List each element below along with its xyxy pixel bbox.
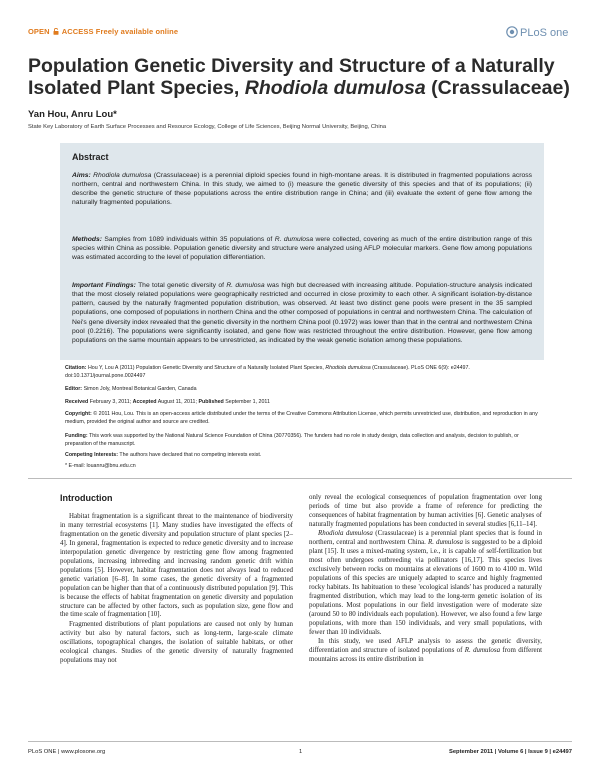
methods-text-post: were collected, covering as much of the entire distribution range of this species within China as possible. Population genetic diversity and structure were analyzed using AFLP molecular markers. Gene flow among populations was estimated according to the level of population differentiation. <box>72 236 532 262</box>
page-number: 1 <box>299 749 303 755</box>
freely-available-label: Freely available online <box>95 27 179 36</box>
findings-species: R. dumulosa <box>226 282 265 289</box>
top-banner <box>28 27 572 43</box>
methods-species: R. dumulosa <box>274 236 314 243</box>
title-line-1: Population Genetic Diversity and Structure of a Naturally <box>28 55 555 77</box>
received-label: Received <box>65 399 89 405</box>
citation-label: Citation: <box>65 365 87 371</box>
affiliation: State Key Laboratory of Earth Surface Processes and Resource Ecology, College of Life Sciences, Beijing Normal University, Beijing, China <box>28 124 387 130</box>
intro-paragraph-5-b: from different mountains across its entire distribution in <box>309 646 542 664</box>
abstract-findings <box>72 281 532 345</box>
intro-paragraph-2: Fragmented distributions of plant populations are caused not only by human activity but also by natural factors, such as long-term, large-scale climate oscillations, topographical changes, the isolation of suitable habitats, or other ecological changes. Studies of the genetic diversity of naturally fragmented populations may not <box>60 619 293 664</box>
intro-paragraph-3: only reveal the ecological consequences of population fragmentation over long periods of time but also provide a frame of reference for predicting the consequences of habitat fragmentation by human activities [6]. Genetic analyses of naturally fragmented populations has been conducted in several studies [6,11–14]. <box>309 493 542 528</box>
editor <box>65 386 543 394</box>
findings-heading: Important Findings: <box>72 282 136 289</box>
open-access-badge <box>28 27 178 36</box>
left-column <box>60 512 293 665</box>
published-label: Published <box>198 399 224 405</box>
published-date: September 1, 2011 <box>225 399 270 405</box>
corresponding-email[interactable]: * E-mail: louanru@bnu.edu.cn <box>65 463 136 469</box>
received-date: February 3, 2011; <box>89 399 132 405</box>
accepted-date: August 11, 2011; <box>157 399 197 405</box>
citation-text-post: (Crassulaceae). PLoS ONE 6(9): e24497. doi:10.1371/journal.pone.0024497 <box>65 365 470 379</box>
funding-text: This work was supported by the National Natural Science Foundation of China (30770356). The funders had no role in study design, data collection and analysis, decision to publish, or preparation of the manuscript. <box>65 433 519 447</box>
title-line-2-post: (Crassulaceae) <box>425 77 570 99</box>
abstract-aims <box>72 171 532 208</box>
article-title <box>28 55 572 99</box>
editor-label: Editor: <box>65 386 83 392</box>
copyright-text: © 2011 Hou, Lou. This is an open-access article distributed under the terms of the Creative Commons Attribution License, which permits unrestricted use, distribution, and reproduction in any medium, provided the original author and source are credited. <box>65 411 538 425</box>
aims-species: Rhodiola dumulosa <box>93 172 152 179</box>
abstract-box <box>60 143 544 360</box>
citation-species: Rhodiola dumulosa <box>325 365 371 371</box>
abstract-methods <box>72 235 532 262</box>
competing-text: The authors have declared that no competing interests exist. <box>119 452 262 458</box>
intro-paragraph-4-b: is suggested to be a diploid plant [15]. It uses a mixed-mating system, i.e., it is capable of self-fertilization but most often undergoes outbreeding via pollinators [16,17]. This species lives exclusively between rocks on mountains at elevations of 1600 m to 4100 m. Wild populations of this species are uniquely adapted to scarce and highly fragmented rocky habitats. Its habituation to these 'ecological islands' has produced a naturally fragmented distribution, which may lead to the long-term genetic isolation of its populations. Most populations in our field investigation were of moderate size (around 50 to 80 individuals each population). However, we also found a few large populations, with more than 150 individuals, and very small populations, with fewer than 10 individuals. <box>309 538 542 636</box>
intro-paragraph-1: Habitat fragmentation is a significant threat to the maintenance of biodiversity in many terrestrial ecosystems [1]. Many studies have investigated the effects of fragmentation on the genetic diversity and population structure of plant species [2–4]. In general, fragmentation is expected to reduce genetic diversity and to increase interpopulation genetic divergence by restricting gene flow among fragmented populations, increasing inbreeding and increasing random genetic drift within populations [5]. However, habitat fragmentation does not always lead to reduced genetic variation [6–8]. In some cases, the genetic diversity of a fragmented population can be higher than that of a continuously distributed population [9]. This is because the effects of habitat fragmentation on genetic diversity and population structure can be affected by other factors, such as population size, gene flow and the time scale of fragmentation [10]. <box>60 512 293 619</box>
plos-one-logo <box>506 23 570 41</box>
species-abbrev: R. dumulosa <box>427 538 463 547</box>
open-access-lock-icon <box>53 28 59 35</box>
citation <box>65 365 543 380</box>
species-abbrev-2: R. dumulosa <box>464 646 501 655</box>
logo-text: PLoS one <box>520 27 569 39</box>
findings-text-post: was high but decreased with increasing altitude. Population-structure analysis indicated that the most closely related populations were geographically restricted and occurred in close proximity to each other. A significant isolation-by-distance pattern, caused by the naturally fragmented population distribution, was observed. At least two distinct gene pools were present in the 35 sampled populations, one composed of populations in northern China and the other composed of populations in central and northwestern China. The calculation of Nei's gene diversity index revealed that the genetic diversity in the northern China pool (0.1972) was lower than that in the central and northwestern China pool (0.2216). The populations were significantly isolated, and gene flow was restricted throughout the entire distribution. However, gene flow among populations on the same mountain appears to be unrestricted, as indicated by the weak genetic isolation among these populations. <box>72 282 532 344</box>
access-label: ACCESS <box>61 27 94 36</box>
intro-paragraph-5 <box>309 637 542 664</box>
dates <box>65 399 543 407</box>
page-footer <box>28 749 572 761</box>
intro-paragraph-4-a: (Crassulaceae) is a perennial plant species that is found in northern, central and northwestern China. <box>309 529 543 547</box>
aims-heading: Aims: <box>72 172 91 179</box>
methods-heading: Methods: <box>72 236 102 243</box>
title-species-name: Rhodiola dumulosa <box>244 77 426 99</box>
citation-text-pre: Hou Y, Lou A (2011) Population Genetic Diversity and Structure of a Naturally Isolated Plant Species, <box>87 365 324 371</box>
species-name: Rhodiola dumulosa <box>318 529 373 538</box>
competing-label: Competing Interests: <box>65 452 118 458</box>
open-label: OPEN <box>28 27 50 36</box>
editor-text: Simon Joly, Montreal Botanical Garden, Canada <box>83 386 197 392</box>
funding-label: Funding: <box>65 433 88 439</box>
aims-text: (Crassulaceae) is a perennial diploid species found in high-montane areas. It is distributed in fragmented populations across northern, central and northwestern China. In this study, we aimed to (i) measure the genetic diversity of this species and that of its populations; (ii) describe the genetic structure of these populations across the entire distribution range in China; and (iii) evaluate the extent of gene flow among the naturally fragmented populations. <box>72 172 532 207</box>
abstract-heading: Abstract <box>72 152 109 162</box>
copyright-label: Copyright: <box>65 411 92 417</box>
footer-divider <box>28 741 572 742</box>
methods-text-pre: Samples from 1089 individuals within 35 populations of <box>104 236 273 243</box>
section-heading-introduction: Introduction <box>60 493 113 503</box>
findings-text-pre: The total genetic diversity of <box>138 282 224 289</box>
intro-paragraph-5-a: In this study, we used AFLP analysis to assess the genetic diversity, differentiation and structure of isolated populations of <box>309 637 542 655</box>
footer-journal-url: PLoS ONE | www.plosone.org <box>28 749 106 755</box>
funding <box>65 433 543 448</box>
intro-paragraph-4 <box>309 529 542 636</box>
copyright <box>65 411 543 426</box>
right-column <box>309 493 542 665</box>
authors: Yan Hou, Anru Lou* <box>28 109 117 120</box>
title-line-2-pre: Isolated Plant Species, <box>28 77 245 99</box>
divider <box>28 478 572 479</box>
accepted-label: Accepted <box>132 399 157 405</box>
competing-interests <box>65 452 543 460</box>
footer-issue-info: September 2011 | Volume 6 | Issue 9 | e24497 <box>448 749 572 755</box>
